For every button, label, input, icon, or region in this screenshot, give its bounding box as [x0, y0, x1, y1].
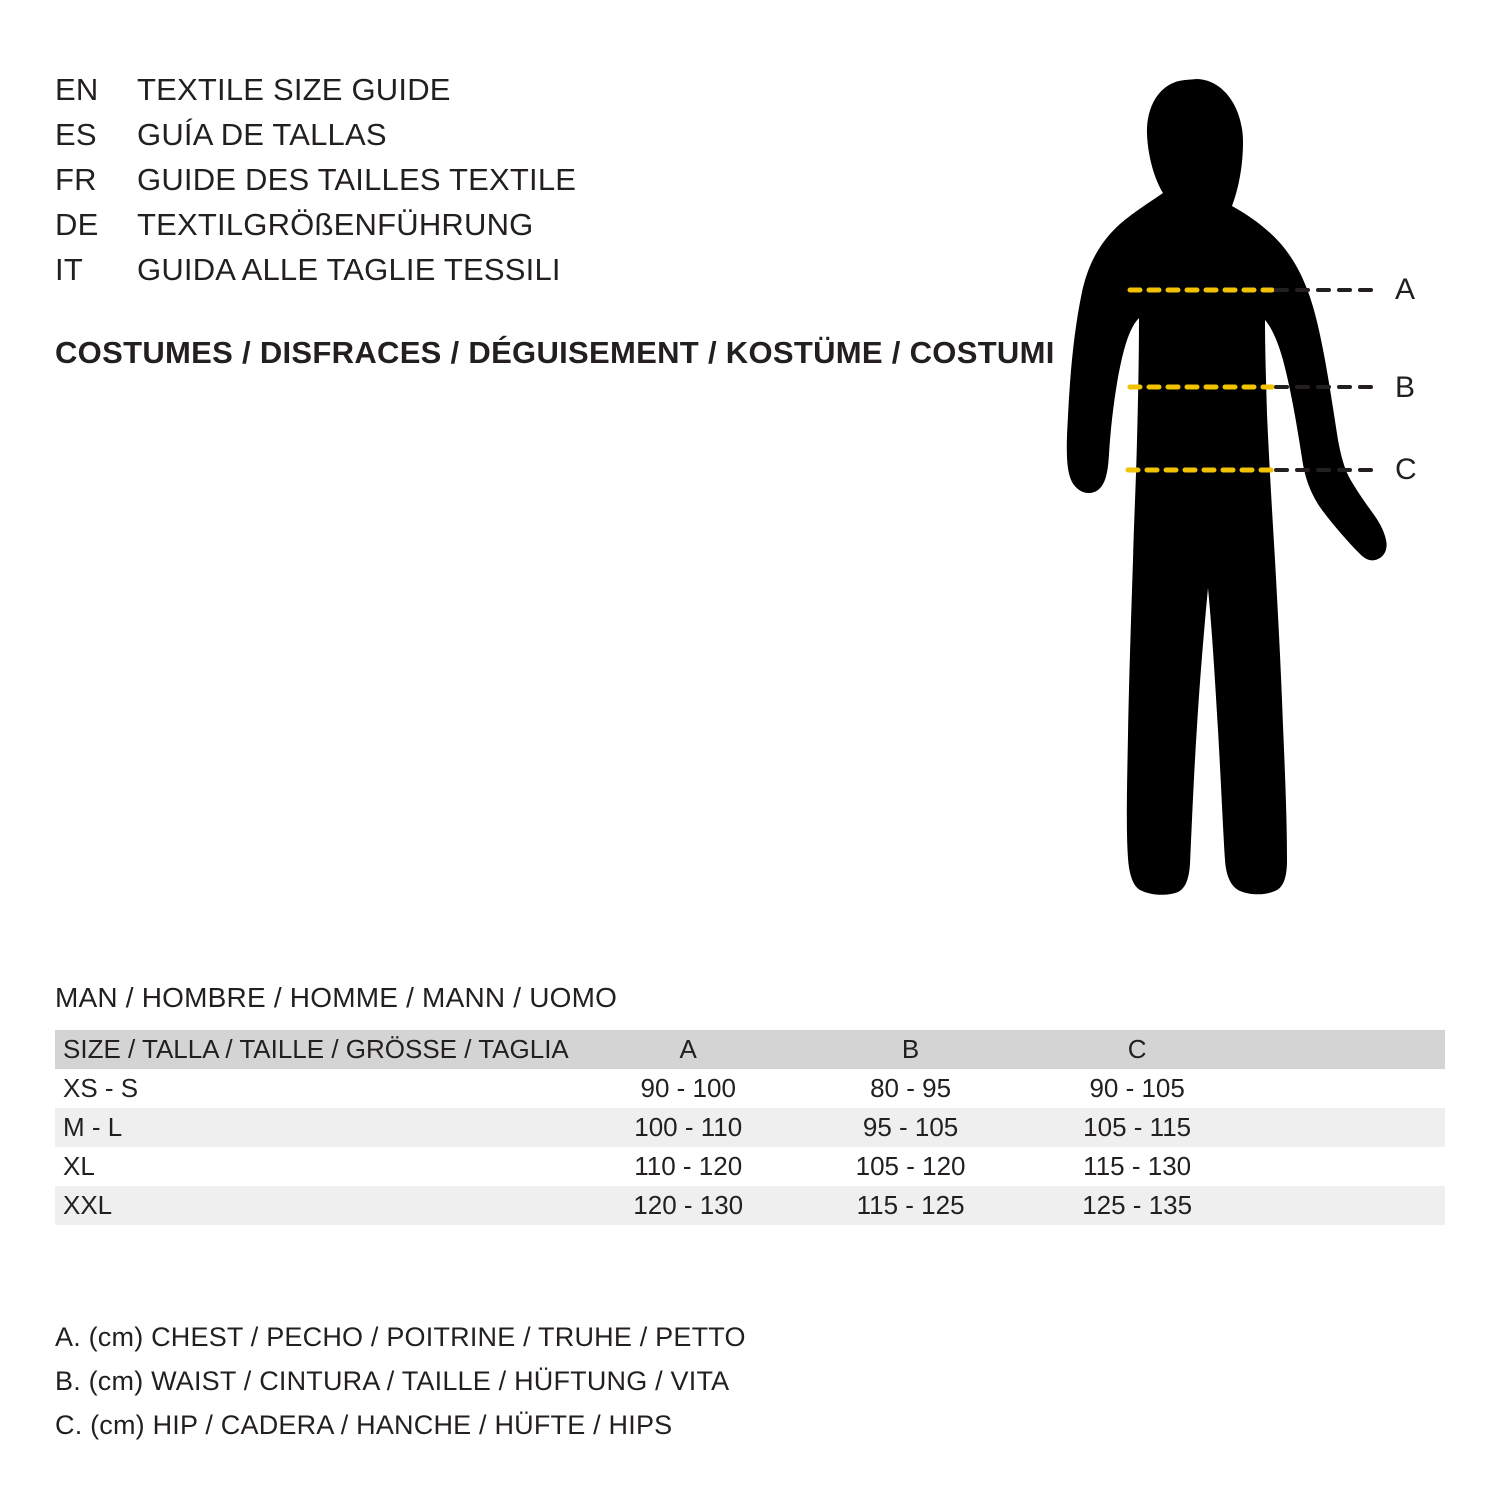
cell-spacer: [1250, 1108, 1445, 1147]
language-text-es: GUÍA DE TALLAS: [137, 117, 387, 152]
cell-c: 125 - 135: [1024, 1186, 1251, 1225]
column-header-spacer: [1250, 1030, 1445, 1069]
body-figure: [1000, 30, 1470, 930]
cell-size: M - L: [55, 1108, 579, 1147]
cell-spacer: [1250, 1186, 1445, 1225]
language-code-it: IT: [55, 252, 83, 287]
language-list: [55, 72, 955, 297]
cell-size: XS - S: [55, 1069, 579, 1108]
measure-label-b: B: [1395, 371, 1416, 404]
legend-item-c: C. (cm) HIP / CADERA / HANCHE / HÜFTE / HIPS: [55, 1410, 673, 1440]
cell-c: 90 - 105: [1024, 1069, 1251, 1108]
cell-b: 80 - 95: [797, 1069, 1024, 1108]
legend-item-b: B. (cm) WAIST / CINTURA / TAILLE / HÜFTUNG / VITA: [55, 1366, 730, 1396]
table-row: [55, 1069, 1445, 1108]
language-row-de: [55, 207, 955, 252]
measurement-legend: [55, 1315, 746, 1447]
cell-c: 105 - 115: [1024, 1108, 1251, 1147]
cell-c: 115 - 130: [1024, 1147, 1251, 1186]
language-text-de: TEXTILGRÖßENFÜHRUNG: [137, 207, 534, 242]
cell-a: 110 - 120: [579, 1147, 797, 1186]
table-group-title: MAN / HOMBRE / HOMME / MANN / UOMO: [55, 982, 618, 1013]
language-code-de: DE: [55, 207, 99, 242]
column-header-size: SIZE / TALLA / TAILLE / GRÖSSE / TAGLIA: [55, 1030, 579, 1069]
column-header-c: C: [1024, 1030, 1251, 1069]
language-text-fr: GUIDE DES TAILLES TEXTILE: [137, 162, 577, 197]
table-header-row: [55, 1030, 1445, 1069]
column-header-b: B: [797, 1030, 1024, 1069]
cell-a: 90 - 100: [579, 1069, 797, 1108]
language-text-it: GUIDA ALLE TAGLIE TESSILI: [137, 252, 561, 287]
cell-spacer: [1250, 1069, 1445, 1108]
language-code-en: EN: [55, 72, 99, 107]
language-row-en: [55, 72, 955, 117]
cell-a: 120 - 130: [579, 1186, 797, 1225]
language-row-it: [55, 252, 955, 297]
category-line: COSTUMES / DISFRACES / DÉGUISEMENT / KOSTÜME / COSTUMI: [55, 335, 1055, 370]
size-table: [55, 1030, 1445, 1225]
cell-b: 105 - 120: [797, 1147, 1024, 1186]
table-row: [55, 1147, 1445, 1186]
language-row-es: [55, 117, 955, 162]
measure-label-a: A: [1395, 273, 1416, 306]
language-code-es: ES: [55, 117, 97, 152]
cell-b: 115 - 125: [797, 1186, 1024, 1225]
table-row: [55, 1186, 1445, 1225]
language-row-fr: [55, 162, 955, 207]
cell-a: 100 - 110: [579, 1108, 797, 1147]
cell-spacer: [1250, 1147, 1445, 1186]
cell-size: XL: [55, 1147, 579, 1186]
language-code-fr: FR: [55, 162, 97, 197]
legend-item-a: A. (cm) CHEST / PECHO / POITRINE / TRUHE / PETTO: [55, 1322, 746, 1352]
measure-label-c: C: [1395, 453, 1417, 486]
column-header-a: A: [579, 1030, 797, 1069]
cell-size: XXL: [55, 1186, 579, 1225]
table-row: [55, 1108, 1445, 1147]
language-text-en: TEXTILE SIZE GUIDE: [137, 72, 451, 107]
cell-b: 95 - 105: [797, 1108, 1024, 1147]
